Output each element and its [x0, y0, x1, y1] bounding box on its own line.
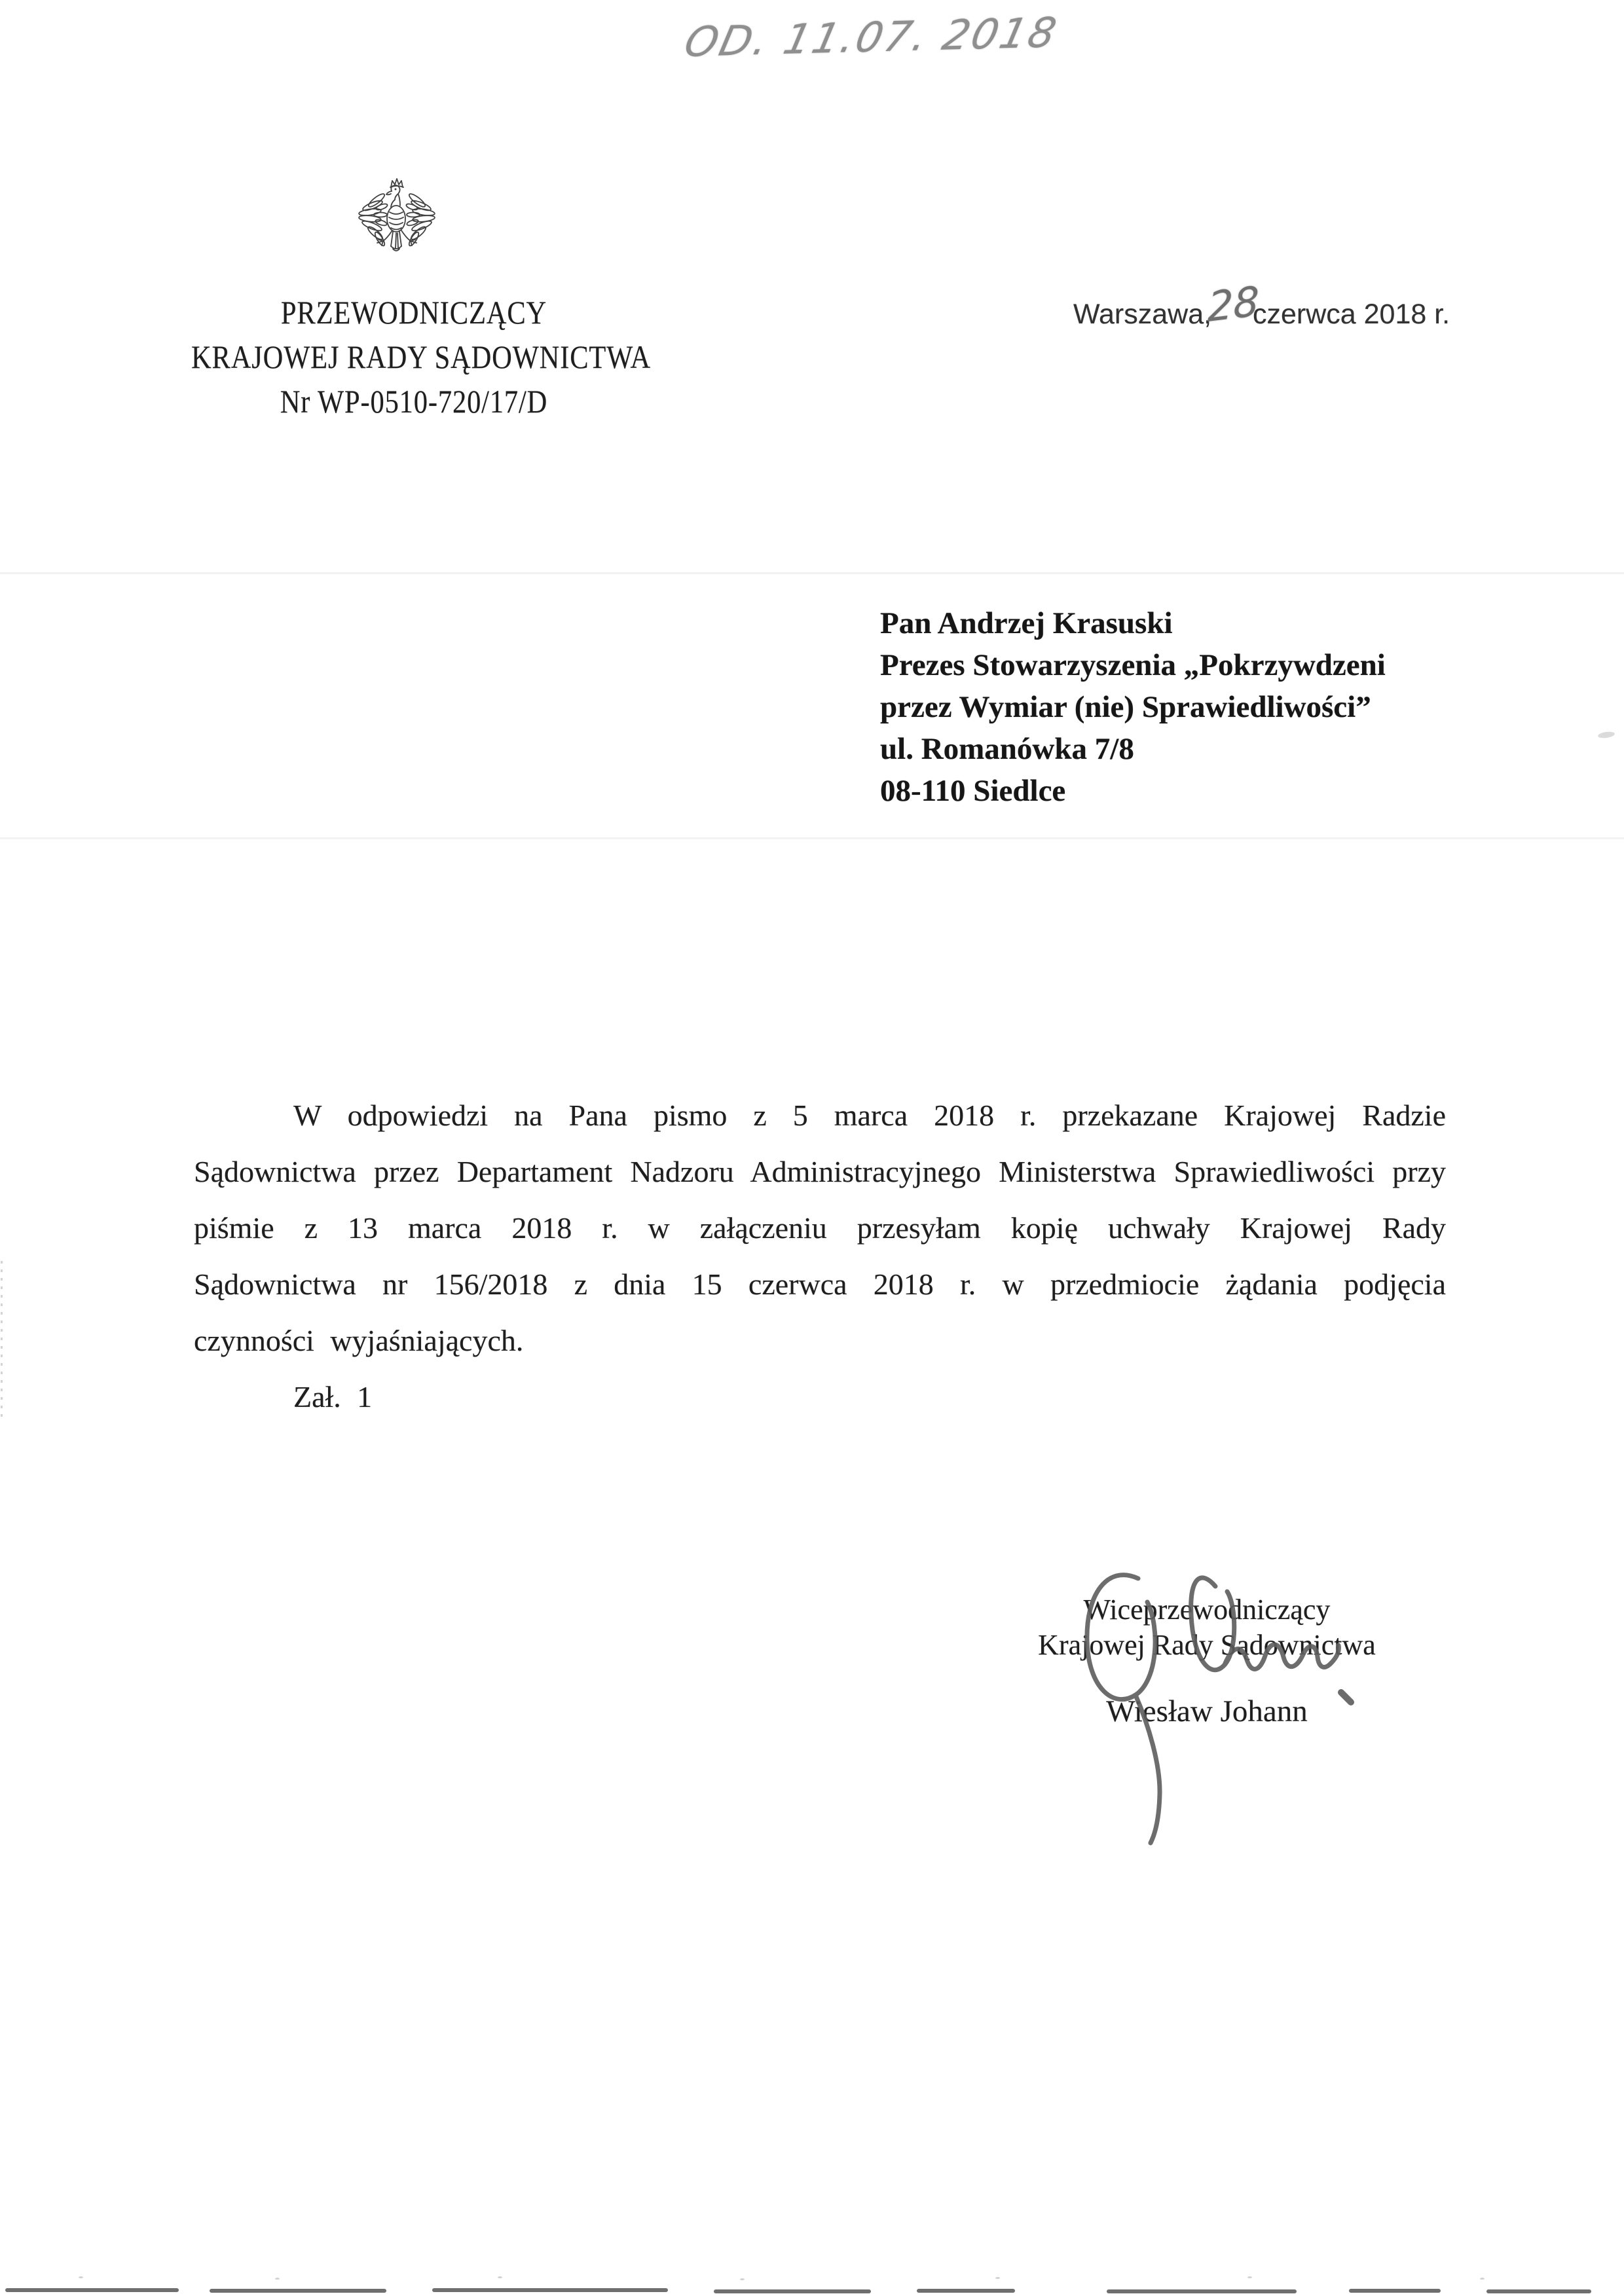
dateline	[1073, 276, 1450, 333]
scan-streak-line	[0, 837, 1624, 839]
letterhead-title-line2: KRAJOWEJ RADY SĄDOWNICTWA	[191, 338, 652, 375]
recipient-role-line1: Prezes Stowarzyszenia „Pokrzywdzeni	[880, 648, 1386, 682]
letter-body	[194, 1087, 1446, 1425]
handwritten-day-annotation: 28	[1207, 276, 1260, 332]
dateline-rest: czerwca 2018 r.	[1252, 299, 1450, 330]
received-date-annotation: OD. 11.07. 2018	[680, 9, 1063, 66]
scan-speck	[1598, 731, 1615, 739]
signoff-role-line1: Wiceprzewodniczący	[1083, 1594, 1331, 1626]
letterhead	[191, 290, 652, 424]
recipient-name: Pan Andrzej Krasuski	[880, 606, 1173, 640]
reference-number: Nr WP-0510-720/17/D	[280, 383, 548, 420]
signoff-role-line2: Krajowej Rady Sądownictwa	[1038, 1629, 1376, 1661]
scan-streak-line	[0, 572, 1624, 574]
recipient-role-line2: przez Wymiar (nie) Sprawiedliwości”	[880, 690, 1371, 724]
recipient-street: ul. Romanówka 7/8	[880, 732, 1134, 766]
polish-eagle-icon	[357, 177, 437, 268]
handwritten-signature	[1061, 1568, 1362, 1850]
signatory-name: Wiesław Johann	[1106, 1694, 1308, 1728]
letterhead-title-line1: PRZEWODNICZĄCY	[280, 294, 547, 331]
recipient-city: 08-110 Siedlce	[880, 774, 1066, 808]
recipient-address	[880, 602, 1483, 812]
body-paragraph: W odpowiedzi na Pana pismo z 5 marca 2018 r. przekazane Krajowej Radzie Sądownictwa przez Departament Nadzoru Administracyjnego Ministerstwa Sprawiedliwości przy piśmie z 13 marca 2018 r. w załączeniu przesyłam kopię uchwały Krajowej Rady Sądownictwa nr 156/2018 z dnia 15 czerwca 2018 r. w przedmiocie żądania podjęcia czynności wyjaśniających.	[194, 1099, 1446, 1357]
dateline-place: Warszawa,	[1073, 299, 1212, 330]
attachment-note: Zał. 1	[293, 1380, 373, 1413]
scan-edge-artifact-left	[1, 1261, 3, 1418]
